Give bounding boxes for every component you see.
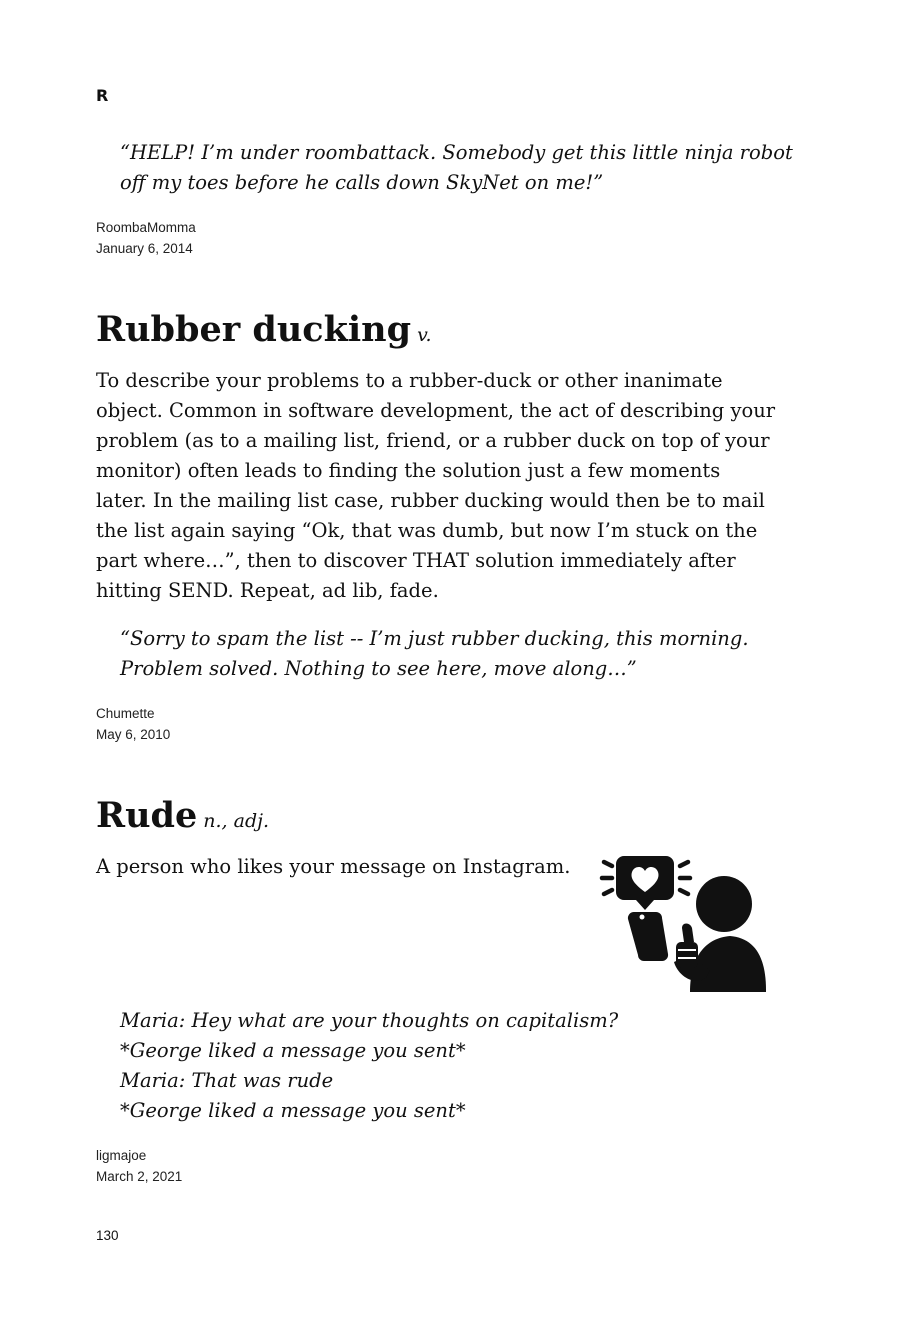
definition-line: part where…”, then to discover THAT solution immediately after xyxy=(96,549,736,572)
quote-line: “Sorry to spam the list -- I’m just rubber ducking, this morning. xyxy=(120,627,749,650)
quote-date: January 6, 2014 xyxy=(96,241,193,256)
quote-attribution xyxy=(96,1145,182,1187)
quote-date: March 2, 2021 xyxy=(96,1169,183,1184)
quote-line: *George liked a message you sent* xyxy=(120,1099,466,1122)
entry-definition xyxy=(96,852,576,882)
quote-line: “HELP! I’m under roombattack. Somebody get this little ninja robot xyxy=(120,141,793,164)
part-of-speech: n., adj. xyxy=(203,810,270,832)
definition-line: object. Common in software development, the act of describing your xyxy=(96,399,776,422)
quote-line: Maria: Hey what are your thoughts on capitalism? xyxy=(120,1009,619,1032)
entry-term xyxy=(96,308,432,357)
page-number: 130 xyxy=(96,1228,119,1243)
quote-attribution xyxy=(96,217,196,259)
example-quote xyxy=(120,138,793,198)
example-quote xyxy=(120,624,780,684)
quote-line: Maria: That was rude xyxy=(120,1069,334,1092)
quote-line: off my toes before he calls down SkyNet on me!” xyxy=(120,171,604,194)
definition-line: problem (as to a mailing list, friend, or a rubber duck on top of your xyxy=(96,429,770,452)
example-quote xyxy=(120,1006,780,1126)
definition-line: later. In the mailing list case, rubber ducking would then be to mail xyxy=(96,489,765,512)
part-of-speech: v. xyxy=(417,324,432,346)
section-letter: R xyxy=(96,86,109,105)
author-name: Chumette xyxy=(96,706,155,721)
term-word: Rude xyxy=(96,795,198,836)
author-name: RoombaMomma xyxy=(96,220,196,235)
quote-line: *George liked a message you sent* xyxy=(120,1039,466,1062)
term-word: Rubber ducking xyxy=(96,309,412,350)
quote-line: Problem solved. Nothing to see here, move along…” xyxy=(120,657,637,680)
person-liking-message-icon xyxy=(598,850,770,992)
definition-line: hitting SEND. Repeat, ad lib, fade. xyxy=(96,579,439,602)
definition-line: the list again saying “Ok, that was dumb, but now I’m stuck on the xyxy=(96,519,758,542)
quote-attribution xyxy=(96,703,170,745)
definition-line: monitor) often leads to finding the solution just a few moments xyxy=(96,459,721,482)
definition-line: To describe your problems to a rubber-duck or other inanimate xyxy=(96,369,723,392)
author-name: ligmajoe xyxy=(96,1148,147,1163)
definition-line: A person who likes your message on Instagram. xyxy=(96,855,571,878)
entry-definition xyxy=(96,366,776,606)
entry-term xyxy=(96,794,269,843)
quote-date: May 6, 2010 xyxy=(96,727,171,742)
